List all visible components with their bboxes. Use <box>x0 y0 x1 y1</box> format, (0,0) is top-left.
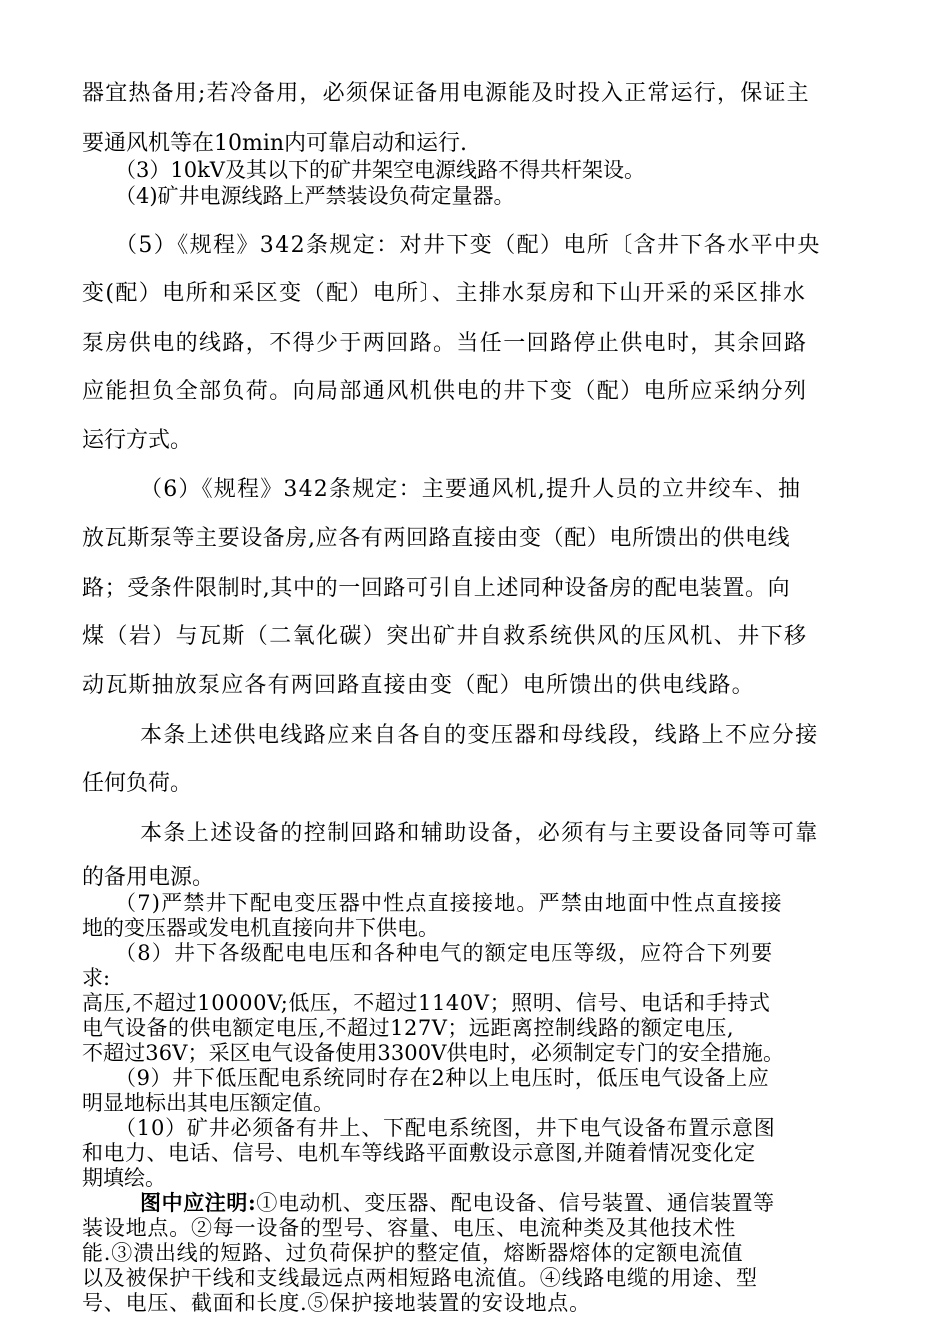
paragraph-line: （10）矿井必须备有井上、下配电系统图，井下电气设备布置示意图 <box>115 1116 776 1140</box>
paragraph-line: （6）《规程》342条规定：主要通风机,提升人员的立井绞车、抽 <box>140 477 802 502</box>
paragraph-line: （7)严禁井下配电变压器中性点直接接地。严禁由地面中性点直接接 <box>115 891 783 915</box>
paragraph-line: 要通风机等在10min内可靠启动和运行. <box>82 131 468 156</box>
paragraph-line: （9）井下低压配电系统同时存在2种以上电压时，低压电气设备上应 <box>115 1066 770 1090</box>
paragraph-line: 明显地标出其电压额定值。 <box>82 1091 334 1115</box>
paragraph-line: 地的变压器或发电机直接向井下供电。 <box>82 916 439 940</box>
paragraph-line: （4)矿井电源线路上严禁装设负荷定量器。 <box>115 184 515 208</box>
paragraph-line: 运行方式。 <box>82 428 193 453</box>
paragraph-line: 煤（岩）与瓦斯（二氧化碳）突出矿井自救系统供风的压风机、井下移 <box>82 624 808 649</box>
paragraph-line: （5）《规程》342条规定：对井下变（配）电所〔含井下各水平中央 <box>115 233 821 258</box>
paragraph-line: 装设地点。②每一设备的型号、容量、电压、电流种类及其他技术性 <box>82 1216 736 1240</box>
paragraph-line: 不超过36V；采区电气设备使用3300V供电时，必须制定专门的安全措施。 <box>82 1041 785 1065</box>
paragraph-line: 器宜热备用;若冷备用，必须保证备用电源能及时投入正常运行，保证主 <box>82 81 810 106</box>
paragraph-line: 以及被保护干线和支线最远点两相短路电流值。④线路电缆的用途、型 <box>82 1266 758 1290</box>
paragraph-line: 本条上述供电线路应来自各自的变压器和母线段，线路上不应分接 <box>140 723 819 748</box>
paragraph-line: 和电力、电话、信号、电机车等线路平面敷设示意图,并随着情况变化定 <box>82 1141 756 1165</box>
note-text: ①电动机、变压器、配电设备、信号装置、通信装置等 <box>256 1191 775 1215</box>
paragraph-line: 本条上述设备的控制回路和辅助设备，必须有与主要设备同等可靠 <box>140 821 819 846</box>
paragraph-line: 期填绘。 <box>82 1166 166 1190</box>
paragraph-line: 号、电压、截面和长度.⑤保护接地装置的安设地点。 <box>82 1291 591 1315</box>
paragraph-line <box>140 1190 775 1216</box>
paragraph-line: 变(配）电所和采区变（配）电所〕、主排水泵房和下山开采的采区排水 <box>82 281 807 306</box>
paragraph-line: 求: <box>82 966 111 990</box>
paragraph-line: 能.③溃出线的短路、过负荷保护的整定值，熔断器熔体的定额电流值 <box>82 1241 744 1265</box>
paragraph-line: 动瓦斯抽放泵应各有两回路直接由变（配）电所馈出的供电线路。 <box>82 673 755 698</box>
paragraph-line: 放瓦斯泵等主要设备房,应各有两回路直接由变（配）电所馈出的供电线 <box>82 526 791 551</box>
paragraph-line: 电气设备的供电额定电压,不超过127V；远距离控制线路的额定电压, <box>82 1016 735 1040</box>
paragraph-line: 路；受条件限制时,其中的一回路可引自上述同种设备房的配电装置。向 <box>82 576 791 601</box>
paragraph-line: 应能担负全部负荷。向局部通风机供电的井下变（配）电所应采纳分列 <box>82 379 808 404</box>
paragraph-line: 高压,不超过10000V;低压，不超过1140V；照明、信号、电话和手持式 <box>82 991 771 1015</box>
paragraph-line: 泵房供电的线路，不得少于两回路。当任一回路停止供电时，其余回路 <box>82 331 808 356</box>
paragraph-line: 任何负荷。 <box>82 771 193 796</box>
paragraph-line: （8）井下各级配电电压和各种电气的额定电压等级，应符合下列要 <box>115 941 774 965</box>
paragraph-line: （3）10kV及其以下的矿井架空电源线路不得共杆架设。 <box>115 158 645 182</box>
note-label: 图中应注明: <box>140 1190 257 1215</box>
paragraph-line: 的备用电源。 <box>82 865 215 890</box>
